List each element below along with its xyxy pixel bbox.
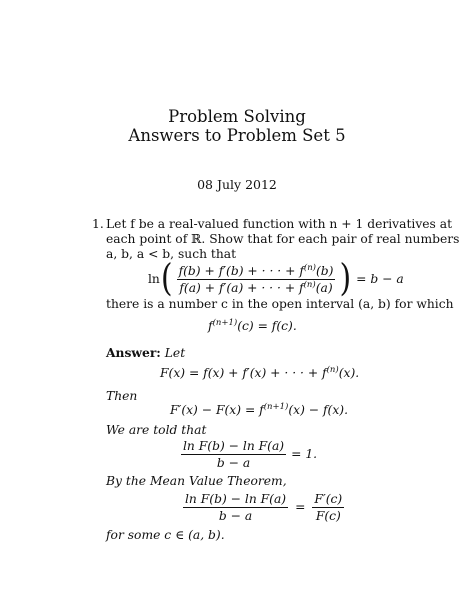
- date: 08 July 2012: [197, 177, 277, 192]
- fraction-6-left-denominator: b − a: [218, 508, 253, 523]
- then-text: Then: [106, 389, 138, 403]
- fraction-6-right-numerator: F′(c): [314, 491, 343, 506]
- fraction-6-right: [312, 492, 344, 523]
- equation-5: [178, 437, 317, 471]
- fraction-1-denominator: f(a) + f′(a) + · · · + $f^{(n)}(a)$: [179, 279, 333, 295]
- fraction-6-left: [183, 492, 288, 523]
- problem-statement-line-3: a, b, a < b, such that: [106, 247, 237, 261]
- equation-5-rhs: = 1.: [291, 447, 318, 461]
- equation-6-equals: =: [295, 500, 306, 514]
- equation-2: $f^{(n+1)}(c) = f(c)$.: [208, 318, 297, 333]
- problem-statement-line-1: Let f be a real-valued function with n + 1 derivatives at: [106, 217, 453, 231]
- problem-number: 1.: [92, 217, 104, 231]
- fraction-6-left-numerator: ln F(b) − ln F(a): [185, 491, 287, 506]
- left-paren: (: [160, 256, 173, 301]
- title-line-2: Answers to Problem Set 5: [128, 126, 346, 145]
- equation-3: F(x) = f(x) + f′(x) + · · · + $f^{(n)}(x)$.: [160, 365, 360, 380]
- problem-statement-line-2: each point of ℝ. Show that for each pair of real numbers: [106, 232, 460, 246]
- equation-1-rhs: = b − a: [356, 272, 404, 286]
- fraction-5: [181, 439, 286, 470]
- fraction-1-numerator: f(b) + f′(b) + · · · + $f^{(n)}(b)$: [178, 262, 334, 278]
- mvt-text: By the Mean Value Theorem,: [106, 474, 287, 488]
- ln-operator: ln: [148, 272, 160, 286]
- fraction-5-denominator: b − a: [216, 455, 251, 470]
- right-paren: ): [339, 256, 352, 301]
- answer-let: Let: [164, 346, 186, 360]
- fraction-6-right-denominator: F(c): [315, 508, 341, 523]
- title-line-1: Problem Solving: [168, 107, 306, 126]
- equation-1: [148, 256, 404, 301]
- equation-6: [180, 490, 347, 524]
- answer-label: Answer:: [106, 345, 161, 360]
- some-c-text: for some c ∈ (a, b).: [106, 528, 225, 542]
- answer-line: [106, 345, 185, 361]
- told-text: We are told that: [106, 423, 207, 437]
- fraction-1: [177, 264, 336, 295]
- equation-4: $F'(x) - F(x) = f^{(n+1)}(x) - f(x)$.: [170, 402, 349, 417]
- problem-statement-line-4: there is a number c in the open interval (a, b) for which: [106, 297, 454, 311]
- fraction-5-numerator: ln F(b) − ln F(a): [183, 438, 285, 453]
